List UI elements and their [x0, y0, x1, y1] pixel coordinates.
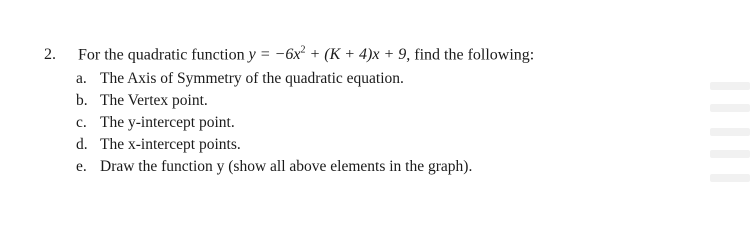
scan-bleed-mark	[710, 82, 750, 90]
subquestion-letter: a.	[76, 70, 87, 88]
scan-bleed-mark	[710, 104, 750, 112]
subquestion-text: The Axis of Symmetry of the quadratic equation.	[100, 70, 404, 88]
function-rest: + (K + 4)x + 9	[305, 46, 407, 64]
subquestion-e	[76, 156, 704, 178]
question-stem	[44, 40, 704, 66]
subquestion-letter: b.	[76, 92, 88, 110]
subquestion-text: The Vertex point.	[100, 92, 208, 110]
function-leading-term: −6x	[274, 46, 301, 64]
subquestion-letter: c.	[76, 114, 87, 132]
quadratic-function	[249, 46, 407, 63]
question-intro-text	[78, 40, 534, 66]
function-lhs: y =	[248, 46, 275, 64]
subquestion-list	[76, 68, 704, 178]
question-2	[44, 40, 704, 178]
subquestion-d	[76, 134, 704, 156]
intro-after: , find the following:	[406, 46, 535, 64]
function-exponent: 2	[300, 45, 306, 56]
intro-before: For the quadratic function	[78, 46, 249, 64]
subquestion-text: The y-intercept point.	[100, 114, 235, 132]
subquestion-c	[76, 112, 704, 134]
question-number: 2.	[44, 46, 56, 64]
scan-bleed-mark	[710, 174, 750, 182]
scan-bleed-mark	[710, 150, 750, 158]
subquestion-letter: e.	[76, 158, 87, 176]
subquestion-b	[76, 90, 704, 112]
subquestion-text: Draw the function y (show all above elements in the graph).	[100, 158, 473, 176]
subquestion-a	[76, 68, 704, 90]
subquestion-text: The x-intercept points.	[100, 136, 241, 154]
subquestion-letter: d.	[76, 136, 88, 154]
scan-bleed-mark	[710, 128, 750, 136]
